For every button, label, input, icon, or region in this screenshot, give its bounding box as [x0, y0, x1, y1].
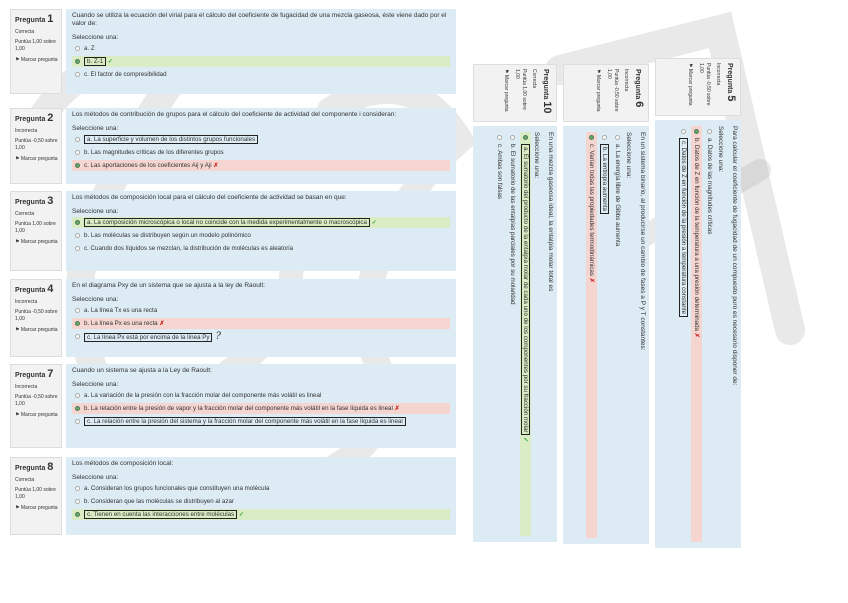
question-block	[10, 191, 460, 271]
select-prompt: Seleccione una:	[72, 381, 119, 388]
question-content	[66, 364, 456, 448]
question-grade: Puntúa 1,00 sobre 1,00	[15, 39, 56, 52]
cross-icon: ✗	[588, 275, 595, 283]
check-icon: ✓	[522, 435, 529, 443]
question-block	[10, 364, 460, 448]
question-label: Pregunta	[15, 199, 48, 206]
answer-option[interactable]	[72, 217, 450, 228]
answer-text: b. Las magnitudes críticas de los diferentes grupos	[84, 149, 224, 156]
answer-text: a. Consideran los grupos funcionales que constituyen una molécula	[84, 485, 270, 492]
flag-label: Marcar pregunta	[503, 74, 509, 112]
radio-button[interactable]	[75, 150, 80, 155]
answer-text: b. Las moléculas se distribuyen según un modelo polinómico	[84, 232, 251, 239]
radio-button[interactable]	[75, 419, 80, 424]
question-state: Incorrecta	[15, 128, 38, 134]
answer-text: a. La línea Tx es una recta	[84, 307, 158, 314]
question-text: Los métodos de contribución de grupos para el cálculo del coeficiente de actividad del componente i consideran:	[72, 111, 397, 118]
question-number: 10	[541, 101, 553, 114]
radio-button[interactable]	[523, 135, 528, 140]
answer-text: c. La relación entre la presión del sistema y la fracción molar del componente más volátil en la fase líquida es lineal	[84, 417, 406, 426]
answer-option[interactable]	[72, 230, 450, 241]
answer-text: b. La entropía aumenta	[600, 144, 609, 214]
question-text: Para calcular el coeficiente de fugacidad de un compuesto puro es necesario disponer de:	[731, 126, 738, 386]
question-label: Pregunta	[542, 69, 549, 102]
radio-button[interactable]	[75, 220, 80, 225]
question-grade: Puntúa 1,00 sobre 1,00	[15, 487, 56, 500]
answer-text: b. Consideran que las moléculas se distribuyen al azar	[84, 498, 234, 505]
flag-icon: ⚑	[15, 57, 21, 63]
flag-icon: ⚑	[15, 505, 21, 511]
flag-label: Marcar pregunta	[20, 505, 58, 511]
question-grade: Puntúa -0,50 sobre 1,00	[606, 69, 619, 112]
question-block	[655, 58, 741, 548]
answer-option[interactable]	[72, 243, 450, 254]
flag-icon: ⚑	[687, 63, 693, 69]
radio-button[interactable]	[75, 499, 80, 504]
flag-label: Marcar pregunta	[20, 412, 58, 418]
question-content	[66, 279, 456, 357]
question-block	[563, 64, 649, 544]
question-content	[66, 457, 456, 535]
question-info	[10, 108, 62, 184]
answer-text: c. Las aportaciones de los coeficientes Aij y Aji	[84, 162, 212, 169]
radio-button[interactable]	[615, 135, 620, 140]
radio-button[interactable]	[75, 72, 80, 77]
answer-option[interactable]	[72, 496, 450, 507]
question-number: 2	[47, 112, 54, 124]
radio-button[interactable]	[75, 393, 80, 398]
question-state: Incorrecta	[15, 299, 38, 305]
question-grade: Puntúa -0,50 sobre 1,00	[15, 138, 58, 151]
answer-text: c. Datos de Z en función de la presión a temperatura constante	[679, 138, 688, 317]
radio-button[interactable]	[694, 129, 699, 134]
question-info	[10, 279, 62, 357]
answer-text: c. El factor de compresibilidad	[84, 71, 167, 78]
radio-button[interactable]	[75, 233, 80, 238]
question-number: 7	[47, 368, 54, 380]
flag-label: Marcar pregunta	[20, 57, 58, 63]
question-title	[15, 112, 58, 124]
select-prompt: Seleccione una:	[717, 126, 724, 173]
question-text: En una mezcla gaseosa ideal, la entalpía molar total es	[547, 132, 554, 292]
question-title	[15, 195, 58, 207]
question-title	[725, 63, 737, 112]
question-block	[10, 108, 460, 184]
answer-option[interactable]	[72, 147, 450, 158]
radio-button[interactable]	[75, 512, 80, 517]
question-number: 3	[47, 195, 54, 207]
flag-question-link[interactable]	[15, 327, 58, 334]
question-content	[66, 108, 456, 184]
question-info	[10, 191, 62, 271]
answer-option[interactable]	[72, 56, 450, 67]
question-content	[66, 9, 456, 94]
answer-text: b. Datos de Z en función de la temperatura a una presión determinada	[693, 138, 700, 331]
question-title	[15, 461, 58, 473]
flag-label: Marcar pregunta	[20, 327, 58, 333]
answer-text: c. Cuando dos líquidos se mezclan, la distribución de moléculas es aleatoria	[84, 245, 294, 252]
flag-question-link[interactable]	[15, 239, 58, 246]
answer-option[interactable]	[72, 318, 450, 329]
cross-icon: ✗	[211, 162, 219, 169]
question-block	[10, 279, 460, 357]
question-state: Correcta	[15, 211, 35, 217]
select-prompt: Seleccione una:	[625, 132, 632, 179]
flag-label: Marcar pregunta	[595, 74, 601, 112]
question-number: 6	[633, 101, 645, 108]
radio-button[interactable]	[75, 308, 80, 313]
question-content	[66, 191, 456, 271]
answer-text: c. Ambas son falsas	[496, 144, 503, 200]
question-info	[10, 9, 62, 94]
answer-text: a. El sumatorio del producto de la entalpía molar de cada uno de los componentes por su fracción molar	[521, 144, 530, 435]
question-text: Cuando un sistema se ajusta a la Ley de Raoult:	[72, 367, 212, 374]
question-label: Pregunta	[15, 287, 48, 294]
answer-option[interactable]	[494, 132, 505, 536]
question-content	[563, 126, 649, 544]
answer-option[interactable]	[586, 132, 597, 538]
answer-text: b. La relación entre la presión de vapor y la fracción molar del componente más volátil en la fase líquida es lineal	[84, 405, 393, 412]
check-icon: ✓	[237, 511, 245, 518]
question-label: Pregunta	[634, 69, 641, 102]
answer-text: a. La variación de la presión con la fracción molar del componente más volátil es lineal	[84, 392, 322, 399]
answer-option[interactable]	[72, 331, 450, 342]
radio-button[interactable]	[75, 246, 80, 251]
cross-icon: ✗	[157, 320, 165, 327]
answer-text: a. La superficie y volumen de los distintos grupos funcionales	[84, 135, 258, 144]
radio-button[interactable]	[510, 135, 515, 140]
flag-label: Marcar pregunta	[20, 156, 58, 162]
question-state: Incorrecta	[715, 63, 721, 86]
answer-option[interactable]	[72, 403, 450, 414]
answer-option[interactable]	[72, 69, 450, 80]
question-grade: Puntúa -0,50 sobre 1,00	[15, 394, 58, 407]
flag-question-link[interactable]	[594, 69, 601, 118]
answer-option[interactable]	[507, 132, 518, 536]
flag-icon: ⚑	[595, 69, 601, 75]
answer-option[interactable]	[704, 126, 715, 542]
answer-text: b. Z-1	[84, 57, 106, 66]
radio-button[interactable]	[75, 486, 80, 491]
question-number: 1	[47, 13, 54, 25]
flag-question-link[interactable]	[15, 505, 58, 512]
question-grade: Puntúa 1,00 sobre 1,00	[514, 69, 527, 110]
question-text: Los métodos de composición local:	[72, 460, 174, 467]
question-info	[563, 64, 649, 122]
question-number: 5	[725, 95, 737, 102]
answer-text: b. El sumatorio de las entalpías parciales por su molaridad	[509, 144, 516, 305]
answer-option[interactable]	[72, 483, 450, 494]
question-label: Pregunta	[15, 17, 48, 24]
answer-text: a. La composición microscópica o local no coincide con la medida experimentalmente o macroscópica	[84, 218, 370, 227]
question-text: En un sistema binario, al producirse un cambio de fases a P y T constantes:	[639, 132, 646, 351]
question-content	[473, 126, 557, 542]
answer-text: a. Z	[84, 45, 95, 52]
check-icon: ✓	[369, 219, 377, 226]
radio-button[interactable]	[75, 163, 80, 168]
answer-text: a. Datos de las magnitudes críticas	[706, 138, 713, 235]
answer-option[interactable]	[599, 132, 610, 538]
flag-question-link[interactable]	[15, 412, 58, 419]
radio-button[interactable]	[75, 321, 80, 326]
flag-icon: ⚑	[503, 69, 509, 75]
flag-icon: ⚑	[15, 412, 21, 418]
question-state: Correcta	[15, 29, 35, 35]
flag-question-link[interactable]	[502, 69, 509, 118]
select-prompt: Seleccione una:	[72, 208, 119, 215]
select-prompt: Seleccione una:	[533, 132, 540, 179]
flag-label: Marcar pregunta	[687, 68, 693, 106]
question-label: Pregunta	[15, 465, 48, 472]
question-number: 4	[47, 283, 54, 295]
answer-option[interactable]	[691, 126, 702, 542]
select-prompt: Seleccione una:	[72, 474, 119, 481]
question-text: Los métodos de composición local para el cálculo del coeficiente de actividad se basan en que:	[72, 194, 347, 201]
radio-button[interactable]	[602, 135, 607, 140]
question-content	[655, 120, 741, 548]
flag-icon: ⚑	[15, 327, 21, 333]
question-info	[10, 364, 62, 448]
radio-button[interactable]	[589, 135, 594, 140]
flag-question-link[interactable]	[15, 57, 58, 64]
question-label: Pregunta	[726, 63, 733, 96]
question-grade: Puntúa -0,50 sobre 1,00	[15, 309, 58, 322]
answer-option[interactable]	[72, 134, 450, 145]
question-mark-annotation: ?	[212, 331, 221, 342]
answer-option[interactable]	[520, 132, 531, 536]
question-title	[15, 283, 58, 295]
answer-option[interactable]	[72, 43, 450, 54]
answer-text: a. La energía libre de Gibbs aumenta	[614, 144, 621, 247]
flag-question-link[interactable]	[15, 156, 58, 163]
flag-icon: ⚑	[15, 156, 21, 162]
question-text: Cuando se utiliza la ecuación del virial para el cálculo del coeficiente de fugacidad de una mezcla gaseosa, éste viene dado por el valor de:	[72, 12, 447, 27]
question-title	[633, 69, 645, 118]
answer-option[interactable]	[72, 509, 450, 520]
question-info	[473, 64, 557, 122]
select-prompt: Seleccione una:	[72, 34, 119, 41]
question-info	[655, 58, 741, 116]
question-grade: Puntúa 1,00 sobre 1,00	[15, 221, 56, 234]
question-state: Correcta	[15, 477, 35, 483]
question-grade: Puntúa -0,50 sobre 1,00	[698, 63, 711, 106]
question-block	[473, 64, 557, 542]
question-title	[15, 13, 58, 25]
answer-option[interactable]	[72, 305, 450, 316]
question-title	[541, 69, 553, 118]
check-icon: ✓	[106, 58, 114, 65]
answer-text: b. La línea Px es una recta	[84, 320, 158, 327]
radio-button[interactable]	[75, 406, 80, 411]
radio-button[interactable]	[681, 129, 686, 134]
question-info	[10, 457, 62, 535]
radio-button[interactable]	[707, 129, 712, 134]
question-text: En el diagrama Pxy de un sistema que se ajusta a la ley de Raoult:	[72, 282, 265, 289]
flag-label: Marcar pregunta	[20, 239, 58, 245]
radio-button[interactable]	[75, 59, 80, 64]
answer-option[interactable]	[72, 416, 450, 427]
answer-text: c. Varían todas las propiedades termodinámicas	[588, 144, 595, 276]
cross-icon: ✗	[693, 330, 700, 338]
answer-text: c. La línea Px está por encima de la línea Py	[84, 333, 212, 342]
answer-text: c. Tienen en cuenta las interacciones entre moléculas	[84, 510, 237, 519]
radio-button[interactable]	[75, 334, 80, 339]
question-block	[10, 457, 460, 535]
select-prompt: Seleccione una:	[72, 125, 119, 132]
answer-option[interactable]	[72, 390, 450, 401]
question-label: Pregunta	[15, 372, 48, 379]
flag-icon: ⚑	[15, 239, 21, 245]
answer-option[interactable]	[72, 160, 450, 171]
question-state: Incorrecta	[623, 69, 629, 92]
question-label: Pregunta	[15, 116, 48, 123]
question-title	[15, 368, 58, 380]
radio-button[interactable]	[497, 135, 502, 140]
cross-icon: ✗	[392, 405, 400, 412]
answer-option[interactable]	[678, 126, 689, 542]
answer-option[interactable]	[612, 132, 623, 538]
question-state: Correcta	[531, 69, 537, 89]
question-state: Incorrecta	[15, 384, 38, 390]
flag-question-link[interactable]	[686, 63, 693, 112]
question-number: 8	[47, 461, 54, 473]
radio-button[interactable]	[75, 46, 80, 51]
select-prompt: Seleccione una:	[72, 296, 119, 303]
question-block	[10, 9, 460, 94]
radio-button[interactable]	[75, 137, 80, 142]
